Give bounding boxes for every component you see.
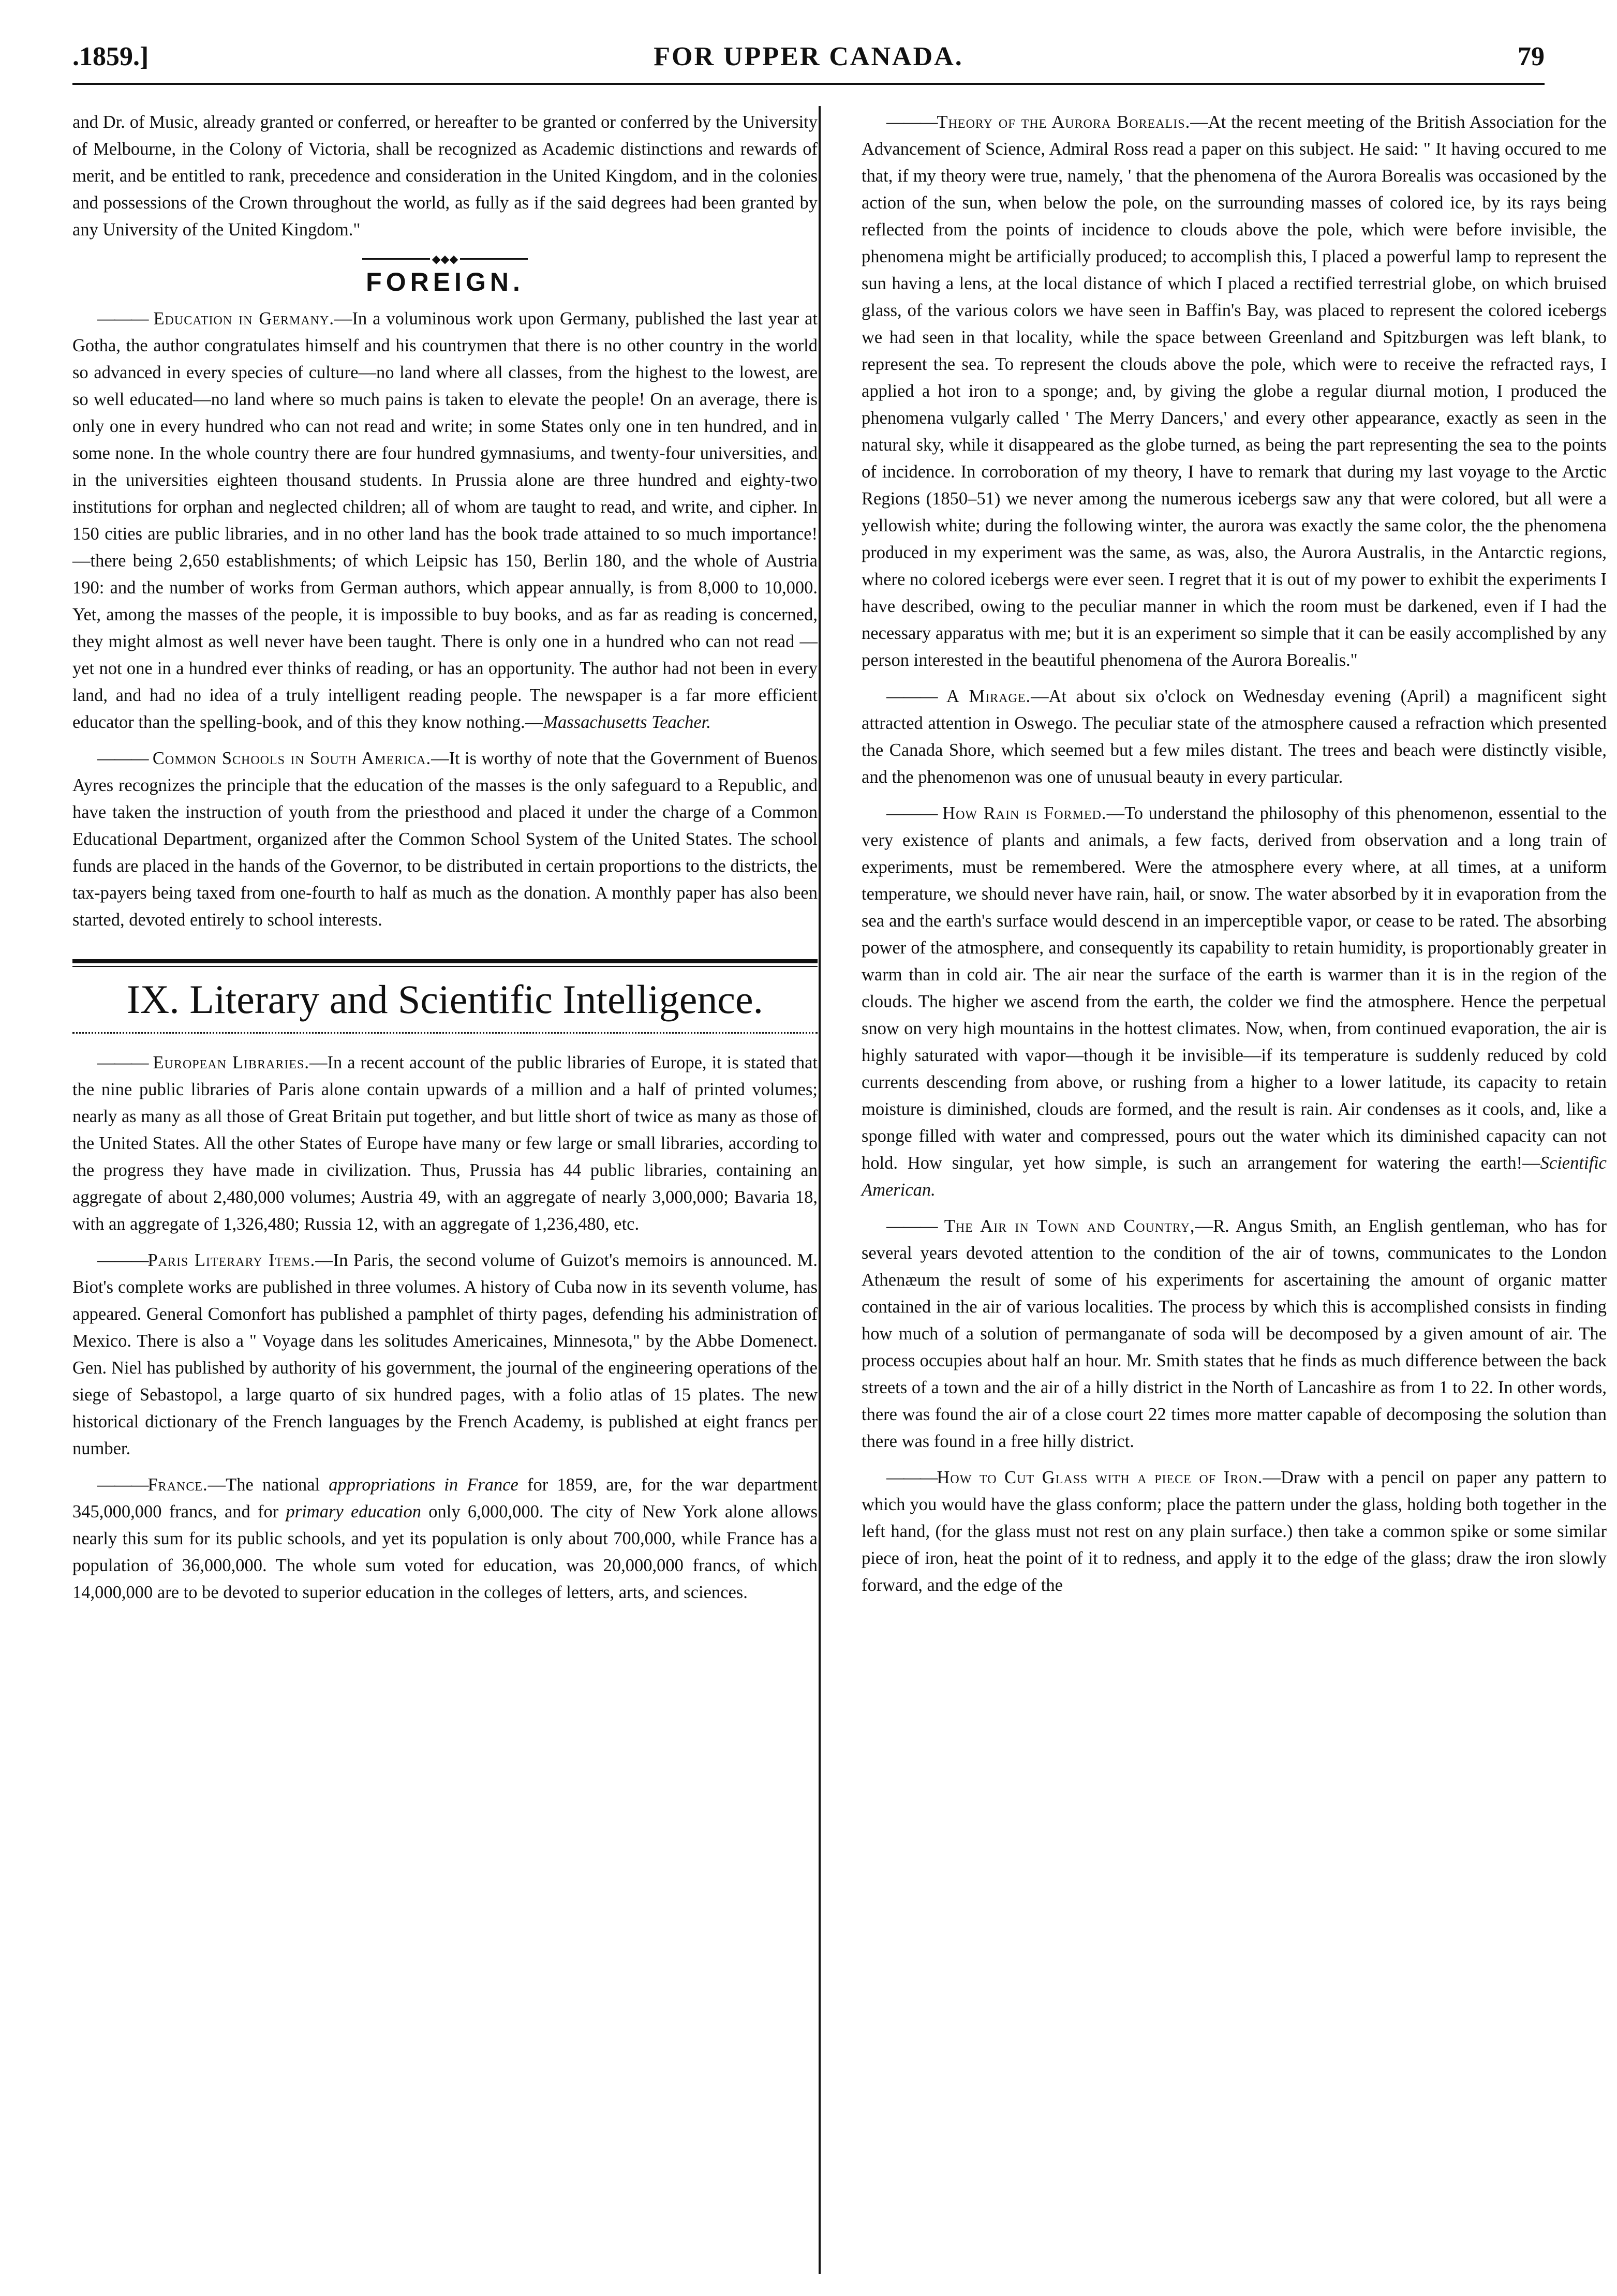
section-heading-block <box>72 959 818 1034</box>
article-education-germany: ——— Education in Germany.—In a voluminous work upon Germany, published the last year at Gotha, the author congratulates himself and his countrymen that there is no other country in the world so advanced in every species of culture—no land where all classes, from the highest to the lowest, are so well educated—no land where so much pains is taken to elevate the people! On an average, there is only one in every hundred who can not read and write; in some States only one in ten hundred, and in some none. In the whole country there are four hundred gymnasiums, and twenty-four universities, and in the universities eighteen thousand students. In Prussia alone are three hundred and eighty-two institutions for orphan and neglected children; all of whom are taught to read, and write, and cipher. In 150 cities are public libraries, and in no other land has the book trade attained to so much importance!—there being 2,650 establishments; of which Leipsic has 150, Berlin 180, and the whole of Austria 190: and the number of works from German authors, which appear annually, is from 8,000 to 10,000. Yet, among the masses of the people, it is impossible to buy books, and as far as reading is concerned, they might almost as well never have been taught. There is only one in a hundred who can not read —yet not one in a hundred ever thinks of reading, or has an opportunity. The author had not been in every land, and had no idea of a truly intelligent reading people. The newspaper is a far more efficient educator than the spelling-book, and of this they know nothing.—Massachusetts Teacher. <box>72 309 818 732</box>
page-number: 79 <box>1518 42 1545 71</box>
article-european-libraries: ——— European Libraries.—In a recent account of the public libraries of Europe, it is stated that the nine public libraries of Paris alone contain upwards of a million and a half of printed volumes; nearly as many as all those of Great Britain put together, and but little short of twice as many as those of the United States. All the other States of Europe have many or few large or small libraries, according to the progress they have made in civilization. Thus, Prussia has 44 public libraries, containing an aggregate of about 2,480,000 volumes; Austria 49, with an aggregate of nearly 3,000,000; Bavaria 18, with an aggregate of 1,326,480; Russia 12, with an aggregate of 1,236,480, etc. <box>72 1053 818 1234</box>
article-text: only 6,000,000. The city of New York alone allows nearly this sum for its public schools, and yet its population is only about 700,000, while France has a population of 36,000,000. The whole sum voted for education, was 20,000,000 francs, of which 14,000,000 are to be devoted to superior education in the colleges of letters, arts, and sciences. <box>72 1502 818 1602</box>
article-cut-glass: ———How to Cut Glass with a piece of Iron.—Draw with a pencil on paper any pattern to which you would have the glass conform; place the pattern under the glass, holding both together in the left hand, (for the glass must not rest on any plain surface.) then take a common spike or some similar piece of iron, heat the point of it to redness, and apply it to the edge of the glass; draw the iron slowly forward, and the edge of the <box>862 1468 1607 1595</box>
article-title: European Libraries. <box>153 1053 310 1072</box>
article-title: Theory of the Aurora Borealis. <box>937 112 1191 132</box>
article-air-town-country: ——— The Air in Town and Country,—R. Angus Smith, an English gentleman, who has for several years devoted attention to the condition of the air of towns, communicates to the London Athenæum the result of some of his experiments for ascertaining the amount of organic matter contained in the air of various localities. The process by which this is accomplished consists in finding how much of a solution of permanganate of soda will be decomposed by a given amount of air. The process occupies about half an hour. Mr. Smith states that he finds as much difference between the back streets of a town and the air of a hilly district in the North of Lancashire as from 1 to 22. In other words, there was found the air of a close court 22 times more matter capable of decomposing the solution than there was found in a free hilly district. <box>862 1216 1607 1451</box>
article-rain: ——— How Rain is Formed.—To understand the philosophy of this phenomenon, essential to the very existence of plants and animals, a few facts, derived from observation and a long train of experiments, must be remembered. Were the atmosphere every where, at all times, at a uniform temperature, we should never have rain, hail, or snow. The water absorbed by it in evaporation from the sea and the earth's surface would descend in an imperceptible vapor, or cease to be rated. The absorbing power of the atmosphere, and consequently its capability to retain humidity, is proportionably greater in warm than in cold air. The air near the surface of the earth is warmer than it is in the region of the clouds. The higher we ascend from the earth, the colder we find the atmosphere. Hence the perpetual snow on very high mountains in the hottest climates. Now, when, from continued evaporation, the air is highly saturated with vapor—though it be invisible—if its temperature is suddenly reduced by cold currents descending from above, or rushing from a higher to a lower latitude, its capacity to retain moisture is diminished, clouds are formed, and the result is rain. Air condenses as it cools, and, like a sponge filled with water and compressed, pours out the water which its diminished capacity can not hold. How singular, yet how simple, is such an arrangement for watering the earth!—Scientific American. <box>862 803 1607 1200</box>
right-column <box>862 109 1607 1608</box>
intro-paragraph: and Dr. of Music, already granted or conferred, or hereafter to be granted or conferred by the University of Melbourne, in the Colony of Victoria, shall be recognized as Academic distinctions and rewards of merit, and be entitled to rank, precedence and consideration in the United Kingdom, and in the colonies and possessions of the Crown throughout the world, as fully as if the said degrees had been granted by any University of the United Kingdom." <box>72 112 818 240</box>
article-title: The Air in Town and Country, <box>944 1216 1195 1236</box>
article-common-schools: ——— Common Schools in South America.—It is worthy of note that the Government of Buenos Ayres recognizes the principle that the education of the masses is the only safeguard to a Republic, and have taken the instruction of youth from the priesthood and placed it under the charge of a Common Educational Department, organized after the Common School System of the United States. The school funds are placed in the hands of the Governor, to be distributed in certain proportions to the districts, the tax-payers being taxed from one-fourth to half as much as the donation. A monthly paper has also been started, devoted entirely to school interests. <box>72 749 818 930</box>
article-source: Massachusetts Teacher. <box>543 712 711 732</box>
article-text: —Draw with a pencil on paper any pattern to which you would have the glass conform; place the pattern under the glass, holding both together in the left hand, (for the glass must not rest on any plain surface.) then take a common spike or some similar piece of iron, heat the point of it to redness, and apply it to the edge of the glass; draw the iron slowly forward, and the edge of the <box>862 1468 1607 1595</box>
article-paris-literary: ———Paris Literary Items.—In Paris, the second volume of Guizot's memoirs is announced. M. Biot's complete works are published in three volumes. A history of Cuba now in its seventh volume, has appeared. General Comonfort has published a pamphlet of thirty pages, defending his administration of Mexico. There is also a " Voyage dans les solitudes Americaines, Minnesota," by the Abbe Domenect. Gen. Niel has published by authority of his government, the journal of the engineering operations of the siege of Sebastopol, a large quarto of six hundred pages, with a folio atlas of 15 plates. The new historical dictionary of the French languages by the French Academy, is published at eight francs per number. <box>72 1250 818 1458</box>
thin-rule <box>72 966 818 967</box>
issue-year: .1859.] <box>72 42 149 71</box>
article-text: —At the recent meeting of the British Association for the Advancement of Science, Admiral Ross read a paper on this subject. He said: " It having occured to me that, if my theory were true, namely, ' that the phenomena of the Aurora Borealis was occasioned by the action of the sun, when below the pole, on the surrounding masses of colored ice, by its rays being reflected from the points of incidence to clouds above the pole, which were before invisible, the phenomena might be artificially produced; to accomplish this, I placed a powerful lamp to represent the sun having a lens, at the local distance of which I placed a rectified terrestrial globe, on which bruised glass, of the various colors we have seen in Baffin's Bay, was placed to represent the colored icebergs we had seen in that locality, while the space between Greenland and Spitzburgen was left blank, to represent the sea. To represent the clouds above the pole, which were to receive the refracted rays, I applied a hot iron to a sponge; and, by giving the globe a regular diurnal motion, I produced the phenomena vulgarly called ' The Merry Dancers,' and every other appearance, exactly as seen in the natural sky, while it disappeared as the globe turned, as being the part representing the sea to the points of incidence. In corroboration of my theory, I have to remark that during my last voyage to the Arctic Regions (1850–51) we never among the numerous icebergs saw any that were colored, but all were a yellowish white; during the following winter, the aurora was exactly the same color, the the phenomena produced in my experiment was the same, as was, also, the Aurora Australis, in the Antarctic regions, where no colored icebergs were ever seen. I regret that it is out of my power to exhibit the experiments I have described, owing to the peculiar manner in which the room must be darkened, even if I had the necessary apparatus with me; but it is an experiment so simple that it can be easily accomplished by any person interested in the beautiful phenomena of the Aurora Borealis." <box>862 112 1607 670</box>
page-title: FOR UPPER CANADA. <box>654 42 963 71</box>
article-text: —In a voluminous work upon Germany, published the last year at Gotha, the author congratulates himself and his countrymen that there is no other country in the world so advanced in every species of culture—no land where all classes, from the highest to the lowest, are so well educated—no land where so much pains is taken to elevate the people! On an average, there is only one in every hundred who can not read and write; in some States only one in ten hundred, and in some none. In the whole country there are four hundred gymnasiums, and twenty-four universities, and in the universities eighteen thousand students. In Prussia alone are three hundred and eighty-two institutions for orphan and neglected children; all of whom are taught to read, and write, and cipher. In 150 cities are public libraries, and in no other land has the book trade attained to so much importance!—there being 2,650 establishments; of which Leipsic has 150, Berlin 180, and the whole of Austria 190: and the number of works from German authors, which appear annually, is from 8,000 to 10,000. Yet, among the masses of the people, it is impossible to buy books, and as far as reading is concerned, they might almost as well never have been taught. There is only one in a hundred who can not read —yet not one in a hundred ever thinks of reading, or has an opportunity. The author had not been in every land, and had no idea of a truly intelligent reading people. The newspaper is a far more efficient educator than the spelling-book, and of this they know nothing.— <box>72 309 818 732</box>
article-aurora-borealis: ———Theory of the Aurora Borealis.—At the recent meeting of the British Association for the Advancement of Science, Admiral Ross read a paper on this subject. He said: " It having occured to me that, if my theory were true, namely, ' that the phenomena of the Aurora Borealis was occasioned by the action of the sun, when below the pole, on the surrounding masses of colored ice, by its rays being reflected from the points of incidence to clouds above the pole, which were before invisible, the phenomena might be artificially produced; to accomplish this, I placed a powerful lamp to represent the sun having a lens, at the local distance of which I placed a rectified terrestrial globe, on which bruised glass, of the various colors we have seen in Baffin's Bay, was placed to represent the colored icebergs we had seen in that locality, while the space between Greenland and Spitzburgen was left blank, to represent the sea. To represent the clouds above the pole, which were to receive the refracted rays, I applied a hot iron to a sponge; and, by giving the globe a regular diurnal motion, I produced the phenomena vulgarly called ' The Merry Dancers,' and every other appearance, exactly as seen in the natural sky, while it disappeared as the globe turned, as being the part representing the sea to the points of incidence. In corroboration of my theory, I have to remark that during my last voyage to the Arctic Regions (1850–51) we never among the numerous icebergs saw any that were colored, but all were a yellowish white; during the following winter, the aurora was exactly the same color, the the phenomena produced in my experiment was the same, as was, also, the Aurora Australis, in the Antarctic regions, where no colored icebergs were ever seen. I regret that it is out of my power to exhibit the experiments I have described, owing to the peculiar manner in which the room must be darkened, even if I had the necessary apparatus with me; but it is an experiment so simple that it can be easily accomplished by any person interested in the beautiful phenomena of the Aurora Borealis." <box>862 112 1607 670</box>
article-source: Scientific American. <box>862 1153 1607 1200</box>
left-column <box>72 109 818 1615</box>
running-head <box>72 36 1545 85</box>
article-title: A Mirage. <box>946 687 1031 706</box>
article-title: Common Schools in South America. <box>152 749 432 768</box>
article-text: for 1859, are, for the war department 345,000,000 francs, and for <box>72 1475 818 1522</box>
foreign-heading: FOREIGN. <box>366 267 524 296</box>
ornament-divider: ◆◆◆ <box>72 252 818 265</box>
article-emphasis: appropriations in France <box>329 1475 518 1495</box>
article-title: Education in Germany. <box>153 309 334 329</box>
article-emphasis: primary education <box>286 1502 422 1522</box>
heavy-rule <box>72 959 818 963</box>
article-title: France. <box>147 1475 208 1495</box>
article-title: How Rain is Formed. <box>942 803 1107 823</box>
article-mirage: ——— A Mirage.—At about six o'clock on Wednesday evening (April) a magnificent sight attracted attention in Oswego. The peculiar state of the atmosphere caused a refraction which presented the Canada Shore, which seemed but a few miles distant. The trees and beach were distinctly visible, and the phenomenon was one of unusual beauty in every particular. <box>862 687 1607 787</box>
article-title: Paris Literary Items. <box>147 1250 316 1270</box>
article-text: —R. Angus Smith, an English gentleman, who has for several years devoted attention to the condition of the air of towns, communicates to the London Athenæum the result of some of his experiments for ascertaining the amount of organic matter contained in the air of various localities. The process by which this is accomplished consists in finding how much of a solution of permanganate of soda will be decomposed by a given amount of air. The process occupies about half an hour. Mr. Smith states that he finds as much difference between the back streets of a town and the air of a hilly district in the North of Lancashire as from 1 to 22. In other words, there was found the air of a close court 22 times more matter capable of decomposing the solution than there was found in a free hilly district. <box>862 1216 1607 1451</box>
dotted-rule <box>72 1032 818 1034</box>
article-text: —The national <box>207 1475 329 1495</box>
section-heading: IX. Literary and Scientific Intelligence. <box>126 977 764 1022</box>
article-text: —It is worthy of note that the Government of Buenos Ayres recognizes the principle that the education of the masses is the only safeguard to a Republic, and have taken the instruction of youth from the priesthood and placed it under the charge of a Common Educational Department, organized after the Common School System of the United States. The school funds are placed in the hands of the Governor, to be distributed in certain proportions to the districts, the tax-payers being taxed from one-fourth to half as much as the donation. A monthly paper has also been started, devoted entirely to school interests. <box>72 749 818 930</box>
article-text: —To understand the philosophy of this phenomenon, essential to the very existence of plants and animals, a few facts, derived from observation and a long train of experiments, must be remembered. Were the atmosphere every where, at all times, at a uniform temperature, we should never have rain, hail, or snow. The water absorbed by it in evaporation from the sea and the earth's surface would descend in an imperceptible vapor, or cease to be rated. The absorbing power of the atmosphere, and consequently its capability to retain humidity, is proportionably greater in warm than in cold air. The air near the surface of the earth is warmer than it is in the region of the clouds. The higher we ascend from the earth, the colder we find the atmosphere. Hence the perpetual snow on very high mountains in the hottest climates. Now, when, from continued evaporation, the air is highly saturated with vapor—though it be invisible—if its temperature is suddenly reduced by cold currents descending from above, or rushing from a higher to a lower latitude, its capacity to retain moisture is diminished, clouds are formed, and the result is rain. Air condenses as it cools, and, like a sponge filled with water and compressed, pours out the water which its diminished capacity can not hold. How singular, yet how simple, is such an arrangement for watering the earth!— <box>862 803 1607 1173</box>
article-text: —In a recent account of the public libraries of Europe, it is stated that the nine public libraries of Paris alone contain upwards of a million and a half of printed volumes; nearly as many as all those of Great Britain put together, and but little short of twice as many as those of the United States. All the other States of Europe have many or few large or small libraries, according to the progress they have made in civilization. Thus, Prussia has 44 public libraries, containing an aggregate of about 2,480,000 volumes; Austria 49, with an aggregate of nearly 3,000,000; Bavaria 18, with an aggregate of 1,326,480; Russia 12, with an aggregate of 1,236,480, etc. <box>72 1053 818 1234</box>
article-title: How to Cut Glass with a piece of Iron. <box>937 1468 1263 1487</box>
article-text: —In Paris, the second volume of Guizot's memoirs is announced. M. Biot's complete works are published in three volumes. A history of Cuba now in its seventh volume, has appeared. General Comonfort has published a pamphlet of thirty pages, defending his administration of Mexico. There is also a " Voyage dans les solitudes Americaines, Minnesota," by the Abbe Domenect. Gen. Niel has published by authority of his government, the journal of the engineering operations of the siege of Sebastopol, a large quarto of six hundred pages, with a folio atlas of 15 plates. The new historical dictionary of the French languages by the French Academy, is published at eight francs per number. <box>72 1250 818 1458</box>
article-text: —At about six o'clock on Wednesday evening (April) a magnificent sight attracted attention in Oswego. The peculiar state of the atmosphere caused a refraction which presented the Canada Shore, which seemed but a few miles distant. The trees and beach were distinctly visible, and the phenomenon was one of unusual beauty in every particular. <box>862 687 1607 787</box>
column-divider <box>819 106 821 2274</box>
article-france: ———France.—The national appropriations in France for 1859, are, for the war department 345,000,000 francs, and for primary education only 6,000,000. The city of New York alone allows nearly this sum for its public schools, and yet its population is only about 700,000, while France has a population of 36,000,000. The whole sum voted for education, was 20,000,000 francs, of which 14,000,000 are to be devoted to superior education in the colleges of letters, arts, and sciences. <box>72 1475 818 1602</box>
